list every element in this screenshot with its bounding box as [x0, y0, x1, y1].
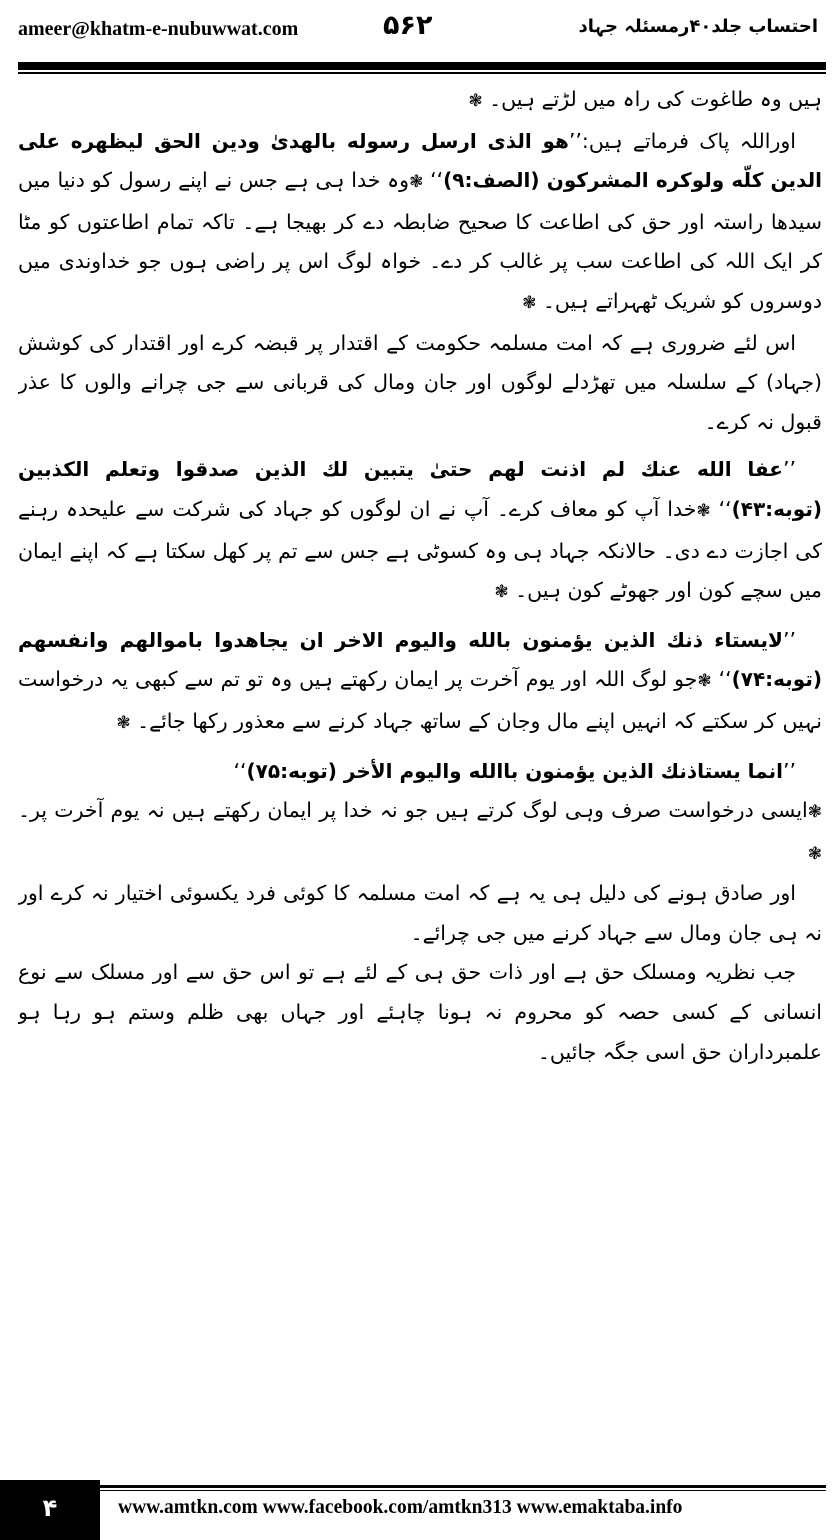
paragraph: [18, 324, 822, 443]
text-run: اوراللہ پاک فرماتے ہیں:’’: [568, 128, 796, 153]
text-run: ‘‘: [233, 758, 247, 783]
header-rule-thick: [18, 62, 826, 70]
text-run: ’’: [782, 627, 796, 652]
arabic-quote: لایستاء ذنك الذین یؤمنون بالله والیوم الاخر ان یجاهدوا باموالهم وانفسهم (توبه:۷۴): [18, 627, 822, 692]
flower-ornament-icon: ❃: [116, 712, 131, 733]
text-run: اور صادق ہونے کی دلیل ہی یہ ہے کہ امت مسلمہ کا کوئی فرد یکسوئی اختیار نہ کرے اور نہ ہی جان ومال سے جہاد کرنے میں جی چرائے۔: [18, 881, 822, 945]
paragraph: [18, 621, 822, 744]
page-body: [18, 80, 822, 1464]
footer-rule-thin: [18, 1490, 826, 1491]
footer-urls: www.amtkn.com www.facebook.com/amtkn313 www.emaktaba.info: [118, 1497, 683, 1518]
flower-ornament-icon: ❃: [807, 802, 822, 823]
arabic-quote: انما یستاذنك الذین یؤمنون باالله والیوم الأخر (توبه:۷۵): [246, 758, 783, 783]
paragraph: [18, 80, 822, 122]
text-run: خدا آپ کو معاف کرے۔ آپ نے ان لوگوں کو جہاد کی شرکت سے علیحدہ رہنے کی اجازت دے دی۔ حالانکہ جہاد ہی وہ کسوٹی ہے جس سے تم پر کھل سکتا ہے کہ اپنے ایمان میں سچے کون اور جھوٹے کون ہیں۔: [18, 496, 822, 603]
header-rule-thin: [18, 72, 826, 74]
header-email: ameer@khatm-e-nubuwwat.com: [18, 18, 299, 40]
flower-ornament-icon: ❃: [409, 172, 424, 193]
text-run: ہیں وہ طاغوت کی راہ میں لڑتے ہیں۔: [482, 87, 822, 111]
text-run: ‘‘: [710, 496, 732, 521]
text-run: ‘‘: [711, 667, 732, 692]
page-number: ۵۶۲: [383, 10, 433, 41]
text-run: ’’: [782, 457, 796, 482]
flower-ornament-icon: ❃: [696, 500, 711, 521]
text-run: جب نظریہ ومسلک حق ہے اور ذات حق ہی کے لئے ہے تو اس حق سے اور مسلک سے نوع انسانی کے کسی حصہ کو محروم نہ ہونا چاہئے اور جہاں بھی ظلم وستم ہو رہا ہو علمبرداران حق اسی جگہ جائیں۔: [18, 960, 822, 1064]
flower-ornament-icon: ❃: [522, 292, 537, 313]
flower-ornament-icon: ❃: [468, 91, 483, 111]
page-header: [0, 0, 840, 62]
footer-rule-thick: [18, 1485, 826, 1488]
paragraph: [18, 450, 822, 612]
text-run: جو لوگ اللہ اور یوم آخرت پر ایمان رکھتے ہیں وہ تو تم سے کبھی یہ درخواست نہیں کر سکتے کہ انہیں اپنے مال وجان کے ساتھ جہاد کرنے سے معذور رکھا جائے۔: [18, 667, 822, 733]
text-run: ایسی درخواست صرف وہی لوگ کرتے ہیں جو نہ خدا پر ایمان رکھتے ہیں نہ یوم آخرت پر۔: [18, 798, 808, 823]
flower-ornament-icon: ❃: [494, 582, 509, 603]
flower-ornament-icon: ❃: [697, 671, 712, 692]
paragraph: [18, 953, 822, 1072]
paragraph: [18, 122, 822, 324]
text-run: وہ خدا ہی ہے جس نے اپنے رسول کو دنیا میں سیدھا راستہ اور حق کی اطاعت کا صحیح ضابطہ دے کر بھیجا ہے۔ تاکہ تمام اطاعتوں کو مٹا کر ایک اللہ کی اطاعت سب پر غالب کر دے۔ خواہ لوگ اس پر راضی ہوں جو خداوندی میں دوسروں کو شریک ٹھہراتے ہیں۔: [18, 168, 822, 313]
arabic-quote: هو الذی ارسل رسوله بالهدیٰ ودین الحق لیظهره علی الدین کلّه ولوکره المشرکون (الصف:۹): [18, 128, 822, 193]
text-run: ‘‘: [423, 168, 444, 193]
paragraph: [18, 791, 822, 874]
flower-ornament-icon: ❃: [807, 843, 822, 864]
paragraph: [18, 874, 822, 953]
paragraph: [18, 752, 822, 792]
footer-page-box: ۴: [0, 1480, 100, 1540]
text-run: اس لئے ضروری ہے کہ امت مسلمہ حکومت کے اقتدار پر قبضہ کرے اور اقتدار کی کوشش (جہاد) کے سلسلہ میں تھڑدلے لوگوں اور جان ومال کی قربانی سے جی چرانے والوں کا عذر قبول نہ کرے۔: [18, 330, 822, 434]
page-footer: [0, 1480, 840, 1540]
arabic-quote: عفا الله عنك لم اذنت لهم حتیٰ یتبین لك الذین صدقوا وتعلم الکذبین (توبه:۴۳): [18, 457, 822, 521]
running-head: احتساب جلد۴۰رمسئلہ جہاد: [578, 16, 818, 37]
text-run: ’’: [782, 758, 796, 783]
